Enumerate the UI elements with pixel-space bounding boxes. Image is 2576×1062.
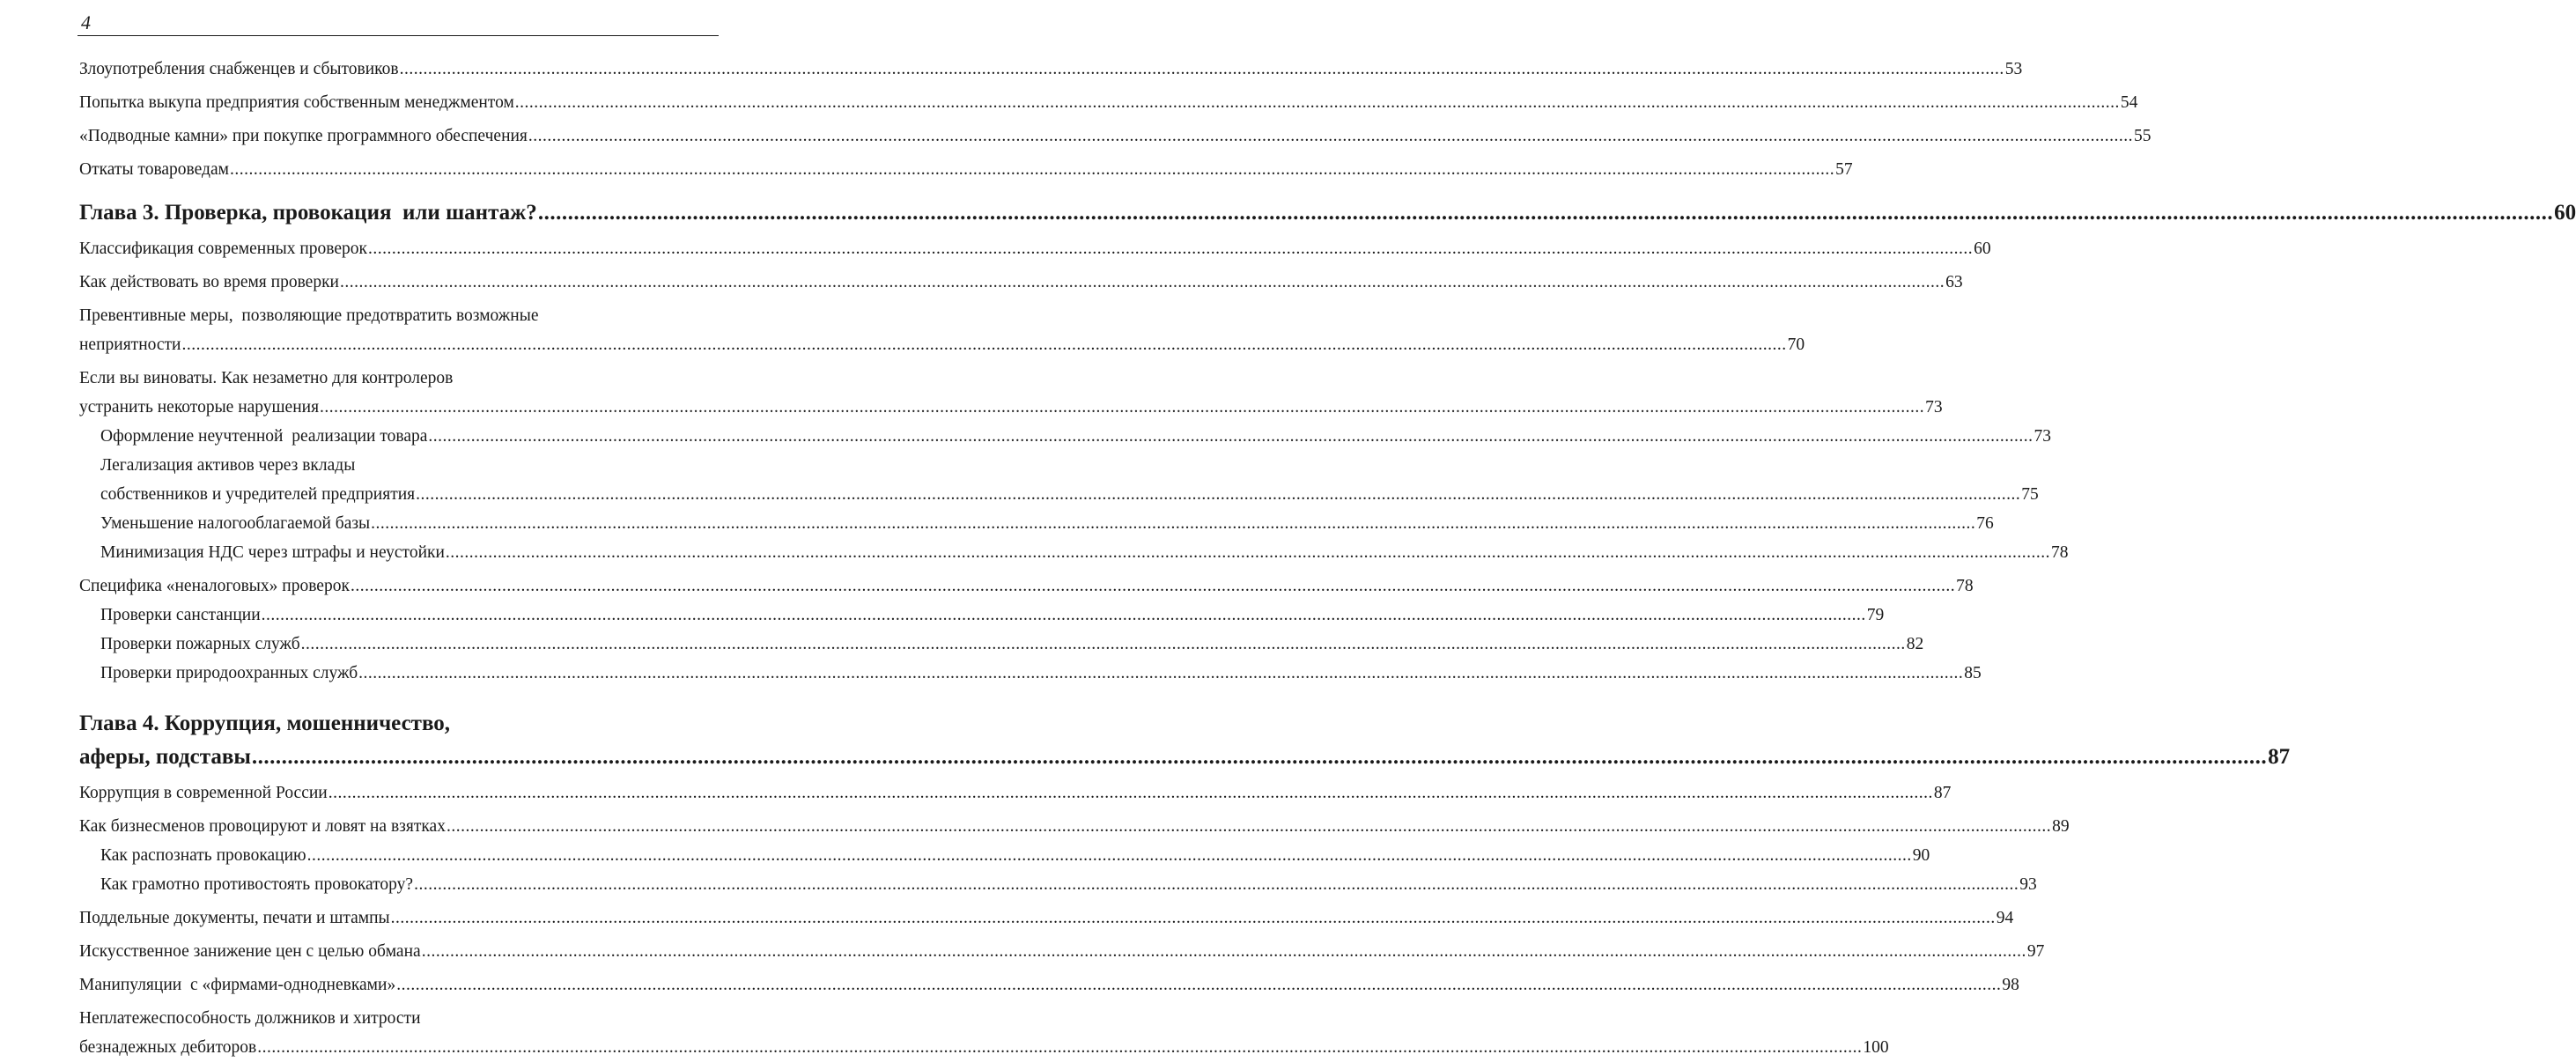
toc-entry[interactable]: [79, 970, 2019, 999]
dot-leader: [351, 572, 1955, 601]
dot-leader: [320, 393, 1924, 422]
dot-leader: [368, 234, 1973, 263]
toc-entry-page: 60: [1974, 240, 1991, 258]
dot-leader: [262, 601, 1866, 630]
toc-entry-page: 70: [1787, 336, 1805, 354]
toc-chapter-3[interactable]: [79, 196, 2576, 230]
toc-subentry-title: Проверки санстанции: [100, 606, 261, 624]
dot-leader: [447, 812, 2051, 841]
toc-entry-page: 97: [2026, 942, 2045, 961]
toc-entry-title: Классификация современных проверок: [79, 240, 368, 258]
toc-entry-title: Откаты товароведам: [79, 160, 229, 179]
toc-subentry-page: 93: [2019, 875, 2037, 894]
toc-subentry-title: Оформление неучтенной реализации товара: [100, 427, 428, 446]
dot-leader: [230, 155, 1834, 184]
dot-leader: [414, 870, 2019, 899]
toc-subentry-page: 82: [1906, 635, 1924, 653]
toc-subentry-page: 78: [2051, 543, 2069, 562]
toc-subentry-page: 79: [1866, 606, 1885, 624]
toc-chapter-title: Глава 3. Проверка, провокация или шантаж?: [79, 201, 537, 225]
toc-entry[interactable]: [79, 122, 2152, 151]
dot-leader: [428, 422, 2033, 451]
toc-entry-title: Поддельные документы, печати и штампы: [79, 909, 390, 927]
toc-entry-title: устранить некоторые нарушения: [79, 398, 320, 417]
toc-entry-title: Коррупция в современной России: [79, 784, 328, 802]
toc-subentry-page: 76: [1976, 514, 1994, 533]
toc-subentry-title: Как грамотно противостоять провокатору?: [100, 875, 414, 894]
toc-entry[interactable]: [79, 55, 2023, 84]
dot-leader: [422, 937, 2026, 966]
toc-entry-page: 57: [1835, 160, 1853, 179]
toc-entry[interactable]: [79, 268, 1963, 297]
toc-entry-title-line: Если вы виноваты. Как незаметно для контролеров: [79, 369, 454, 387]
dot-leader: [301, 630, 1906, 659]
dot-leader: [358, 659, 1963, 688]
toc-entry-title: Как бизнесменов провоцируют и ловят на взятках: [79, 817, 446, 836]
toc-entry-page: 78: [1956, 577, 1974, 595]
dot-leader: [307, 841, 1912, 870]
toc-subentry[interactable]: [79, 841, 1930, 870]
toc-chapter-page: 60: [2554, 201, 2576, 225]
toc-entry[interactable]: [79, 234, 1991, 263]
toc-subentry-title: Проверки природоохранных служб: [100, 664, 358, 682]
dot-leader: [252, 741, 2267, 774]
toc-subentry-title: собственников и учредителей предприятия: [100, 485, 416, 504]
toc-entry-page: 94: [1996, 909, 2014, 927]
toc-subentry-title: Проверки пожарных служб: [100, 635, 300, 653]
toc-entry[interactable]: [79, 301, 1805, 359]
toc-entry-title: неприятности: [79, 336, 181, 354]
toc-entry[interactable]: [79, 812, 2070, 841]
toc-entry-title: безнадежных дебиторов: [79, 1038, 257, 1057]
dot-leader: [182, 330, 1787, 359]
toc-entry[interactable]: [79, 778, 1952, 808]
toc-subentry[interactable]: [79, 630, 1924, 659]
dot-leader: [257, 1033, 1862, 1062]
toc-subentry[interactable]: [79, 451, 2039, 509]
page-number: 4: [81, 11, 91, 33]
dot-leader: [371, 509, 1975, 538]
toc-chapter-page: 87: [2268, 745, 2291, 769]
toc-entry-title: Искусственное занижение цен с целью обмана: [79, 942, 421, 961]
dot-leader: [328, 778, 1933, 808]
dot-leader: [538, 196, 2553, 230]
toc-subentry[interactable]: [79, 870, 2037, 899]
toc-subentry-title-line: Легализация активов через вклады: [100, 456, 356, 475]
toc-subentry-page: 73: [2033, 427, 2052, 446]
dot-leader: [400, 55, 2004, 84]
toc-entry-title-line: Превентивные меры, позволяющие предотвратить возможные: [79, 306, 539, 325]
dot-leader: [446, 538, 2050, 567]
dot-leader: [416, 480, 2020, 509]
toc-subentry[interactable]: [79, 422, 2052, 451]
toc-subentry[interactable]: [79, 538, 2069, 567]
toc-subentry-title: Минимизация НДС через штрафы и неустойки: [100, 543, 445, 562]
dot-leader: [396, 970, 2001, 999]
toc-chapter-title-line: Глава 4. Коррупция, мошенничество,: [79, 712, 451, 735]
toc-entry-page: 73: [1925, 398, 1943, 417]
toc-entry-page: 89: [2052, 817, 2070, 836]
toc-entry[interactable]: [79, 1004, 1889, 1062]
toc-subentry[interactable]: [79, 659, 1982, 688]
toc-entry[interactable]: [79, 572, 1974, 601]
toc-entry[interactable]: [79, 937, 2045, 966]
toc-chapter-4[interactable]: [79, 707, 2291, 774]
toc-entry[interactable]: [79, 903, 2014, 933]
toc-subentry[interactable]: [79, 601, 1885, 630]
toc-entry-title: Злоупотребления снабженцев и сбытовиков: [79, 60, 399, 78]
toc-entry[interactable]: [79, 88, 2138, 117]
toc-entry-title: «Подводные камни» при покупке программного обеспечения: [79, 127, 528, 145]
toc-entry-title-line: Неплатежеспособность должников и хитрости: [79, 1009, 421, 1028]
header-rule: [78, 35, 719, 36]
dot-leader: [528, 122, 2133, 151]
toc-entry-page: 87: [1933, 784, 1952, 802]
toc-subentry-title: Уменьшение налогооблагаемой базы: [100, 514, 371, 533]
toc-entry-title: Специфика «неналоговых» проверок: [79, 577, 350, 595]
toc-entry-page: 53: [2004, 60, 2023, 78]
table-of-contents: [79, 55, 2576, 1062]
toc-entry-title: Попытка выкупа предприятия собственным менеджментом: [79, 93, 514, 112]
toc-subentry-page: 85: [1964, 664, 1982, 682]
dot-leader: [515, 88, 2120, 117]
toc-entry-title: Как действовать во время проверки: [79, 273, 339, 291]
toc-subentry-title: Как распознать провокацию: [100, 846, 306, 865]
toc-subentry[interactable]: [79, 509, 1994, 538]
toc-entry-page: 54: [2120, 93, 2138, 112]
toc-entry-page: 100: [1863, 1038, 1889, 1057]
toc-entry-title: Манипуляции с «фирмами-однодневками»: [79, 976, 396, 994]
toc-entry[interactable]: [79, 364, 1943, 422]
toc-entry-page: 98: [2002, 976, 2019, 994]
toc-subentry-page: 90: [1912, 846, 1930, 865]
dot-leader: [340, 268, 1945, 297]
toc-entry-page: 55: [2134, 127, 2152, 145]
dot-leader: [391, 903, 1996, 933]
toc-entry-page: 63: [1945, 273, 1963, 291]
toc-entry[interactable]: [79, 155, 1853, 184]
toc-chapter-title: аферы, подставы: [79, 745, 251, 769]
toc-subentry-page: 75: [2021, 485, 2039, 504]
